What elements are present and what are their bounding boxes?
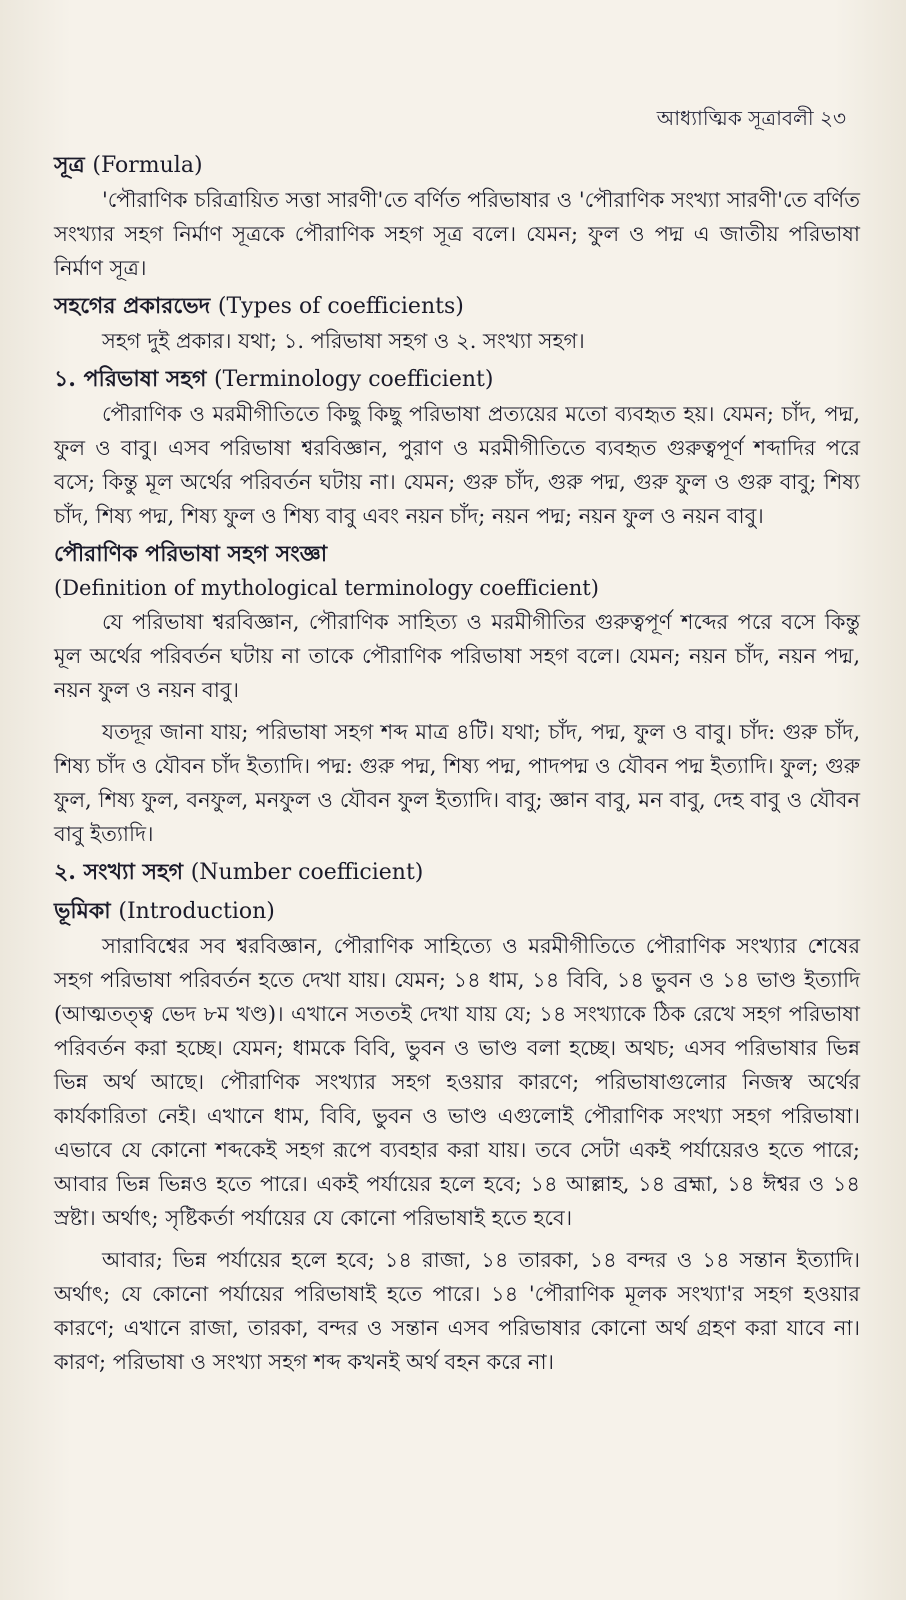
formula-heading-en: (Formula) bbox=[92, 153, 203, 178]
intro-heading-bn: ভূমিকা bbox=[54, 898, 111, 924]
types-heading-bn: সহগের প্রকারভেদ bbox=[54, 293, 211, 319]
definition-heading bbox=[54, 537, 860, 571]
definition-paragraph-1: যে পরিভাষা শ্বরবিজ্ঞান, পৌরাণিক সাহিত্য ও মরমীগীতির গুরুত্বপূর্ণ শব্দের পরে বসে কিন্তু মূল অর্থের পরিবর্তন ঘটায় না তাকে পৌরাণিক পরিভাষা সহগ বলে। যেমন; নয়ন চাঁদ, নয়ন পদ্ম, নয়ন ফুল ও নয়ন বাবু। bbox=[54, 610, 860, 702]
page-content bbox=[54, 148, 860, 1379]
number-heading bbox=[54, 855, 860, 890]
intro-heading-en: (Introduction) bbox=[118, 899, 275, 924]
types-paragraph: সহগ দুই প্রকার। যথা; ১. পরিভাষা সহগ ও ২. সংখ্যা সহগ। bbox=[102, 329, 585, 353]
types-heading-en: (Types of coefficients) bbox=[217, 294, 464, 319]
terminology-heading bbox=[54, 362, 860, 397]
intro-heading bbox=[54, 894, 860, 929]
intro-paragraph-1: সারাবিশ্বের সব শ্বরবিজ্ঞান, পৌরাণিক সাহিত্যে ও মরমীগীতিতে পৌরাণিক সংখ্যার শেষের সহগ পরিভাষা পরিবর্তন হতে দেখা যায়। যেমন; ১৪ ধাম, ১৪ বিবি, ১৪ ভুবন ও ১৪ ভাণ্ড ইত্যাদি (আত্মতত্ত্ব ভেদ ৮ম খণ্ড)। এখানে সততই দেখা যায় যে; ১৪ সংখ্যাকে ঠিক রেখে সহগ পরিভাষা পরিবর্তন করা হচ্ছে। যেমন; ধামকে বিবি, ভুবন ও ভাণ্ড বলা হচ্ছে। অথচ; এসব পরিভাষার ভিন্ন ভিন্ন অর্থ আছে। পৌরাণিক সংখ্যার সহগ হওয়ার কারণে; পরিভাষাগুলোর নিজস্ব অর্থের কার্যকারিতা নেই। এখানে ধাম, বিবি, ভুবন ও ভাণ্ড এগুলোই পৌরাণিক সংখ্যা সহগ পরিভাষা। এভাবে যে কোনো শব্দকেই সহগ রূপে ব্যবহার করা যায়। তবে সেটা একই পর্যায়েরও হতে পারে; আবার ভিন্ন ভিন্নও হতে পারে। একই পর্যায়ের হলে হবে; ১৪ আল্লাহ, ১৪ ব্রহ্মা, ১৪ ঈশ্বর ও ১৪ স্রষ্টা। অর্থাৎ; সৃষ্টিকর্তা পর্যায়ের যে কোনো পরিভাষাই হতে হবে। bbox=[54, 934, 860, 1230]
formula-paragraph: 'পৌরাণিক চরিত্রায়িত সত্তা সারণী'তে বর্ণিত পরিভাষার ও 'পৌরাণিক সংখ্যা সারণী'তে বর্ণিত সংখ্যার সহগ নির্মাণ সূত্রকে পৌরাণিক সহগ সূত্র বলে। যেমন; ফুল ও পদ্ম এ জাতীয় পরিভাষা নির্মাণ সূত্র। bbox=[54, 188, 860, 280]
intro-paragraph-2: আবার; ভিন্ন পর্যায়ের হলে হবে; ১৪ রাজা, ১৪ তারকা, ১৪ বন্দর ও ১৪ সন্তান ইত্যাদি। অর্থাৎ; যে কোনো পর্যায়ের পরিভাষাই হতে পারে। ১৪ 'পৌরাণিক মূলক সংখ্যা'র সহগ হওয়ার কারণে; এখানে রাজা, তারকা, বন্দর ও সন্তান এসব পরিভাষার কোনো অর্থ গ্রহণ করা যাবে না। কারণ; পরিভাষা ও সংখ্যা সহগ শব্দ কখনই অর্থ বহন করে না। bbox=[54, 1248, 860, 1374]
types-heading bbox=[54, 289, 860, 324]
definition-heading-bn: পৌরাণিক পরিভাষা সহগ সংজ্ঞা bbox=[54, 541, 328, 567]
definition-paragraph-2: যতদূর জানা যায়; পরিভাষা সহগ শব্দ মাত্র ৪টি। যথা; চাঁদ, পদ্ম, ফুল ও বাবু। চাঁদ: গুরু চাঁদ, শিষ্য চাঁদ ও যৌবন চাঁদ ইত্যাদি। পদ্ম: গুরু পদ্ম, শিষ্য পদ্ম, পাদপদ্ম ও যৌবন পদ্ম ইত্যাদি। ফুল; গুরু ফুল, শিষ্য ফুল, বনফুল, মনফুল ও যৌবন ফুল ইত্যাদি। বাবু; জ্ঞান বাবু, মন বাবু, দেহ বাবু ও যৌবন বাবু ইত্যাদি। bbox=[54, 720, 860, 846]
formula-heading bbox=[54, 148, 860, 183]
number-heading-bn: ২. সংখ্যা সহগ bbox=[54, 859, 184, 885]
definition-heading-en: (Definition of mythological terminology coefficient) bbox=[54, 576, 599, 600]
number-heading-en: (Number coefficient) bbox=[190, 860, 424, 885]
terminology-heading-en: (Terminology coefficient) bbox=[214, 367, 494, 392]
running-head: আধ্যাত্মিক সূত্রাবলী ২৩ bbox=[656, 106, 846, 130]
formula-heading-bn: সূত্র bbox=[54, 152, 85, 178]
terminology-heading-bn: ১. পরিভাষা সহগ bbox=[54, 366, 207, 392]
terminology-paragraph: পৌরাণিক ও মরমীগীতিতে কিছু কিছু পরিভাষা প্রত্যয়ের মতো ব্যবহৃত হয়। যেমন; চাঁদ, পদ্ম, ফুল ও বাবু। এসব পরিভাষা শ্বরবিজ্ঞান, পুরাণ ও মরমীগীতিতে ব্যবহৃত গুরুত্বপূর্ণ শব্দাদির পরে বসে; কিন্তু মূল অর্থের পরিবর্তন ঘটায় না। যেমন; গুরু চাঁদ, গুরু পদ্ম, গুরু ফুল ও গুরু বাবু; শিষ্য চাঁদ, শিষ্য পদ্ম, শিষ্য ফুল ও শিষ্য বাবু এবং নয়ন চাঁদ; নয়ন পদ্ম; নয়ন ফুল ও নয়ন বাবু। bbox=[54, 402, 860, 528]
